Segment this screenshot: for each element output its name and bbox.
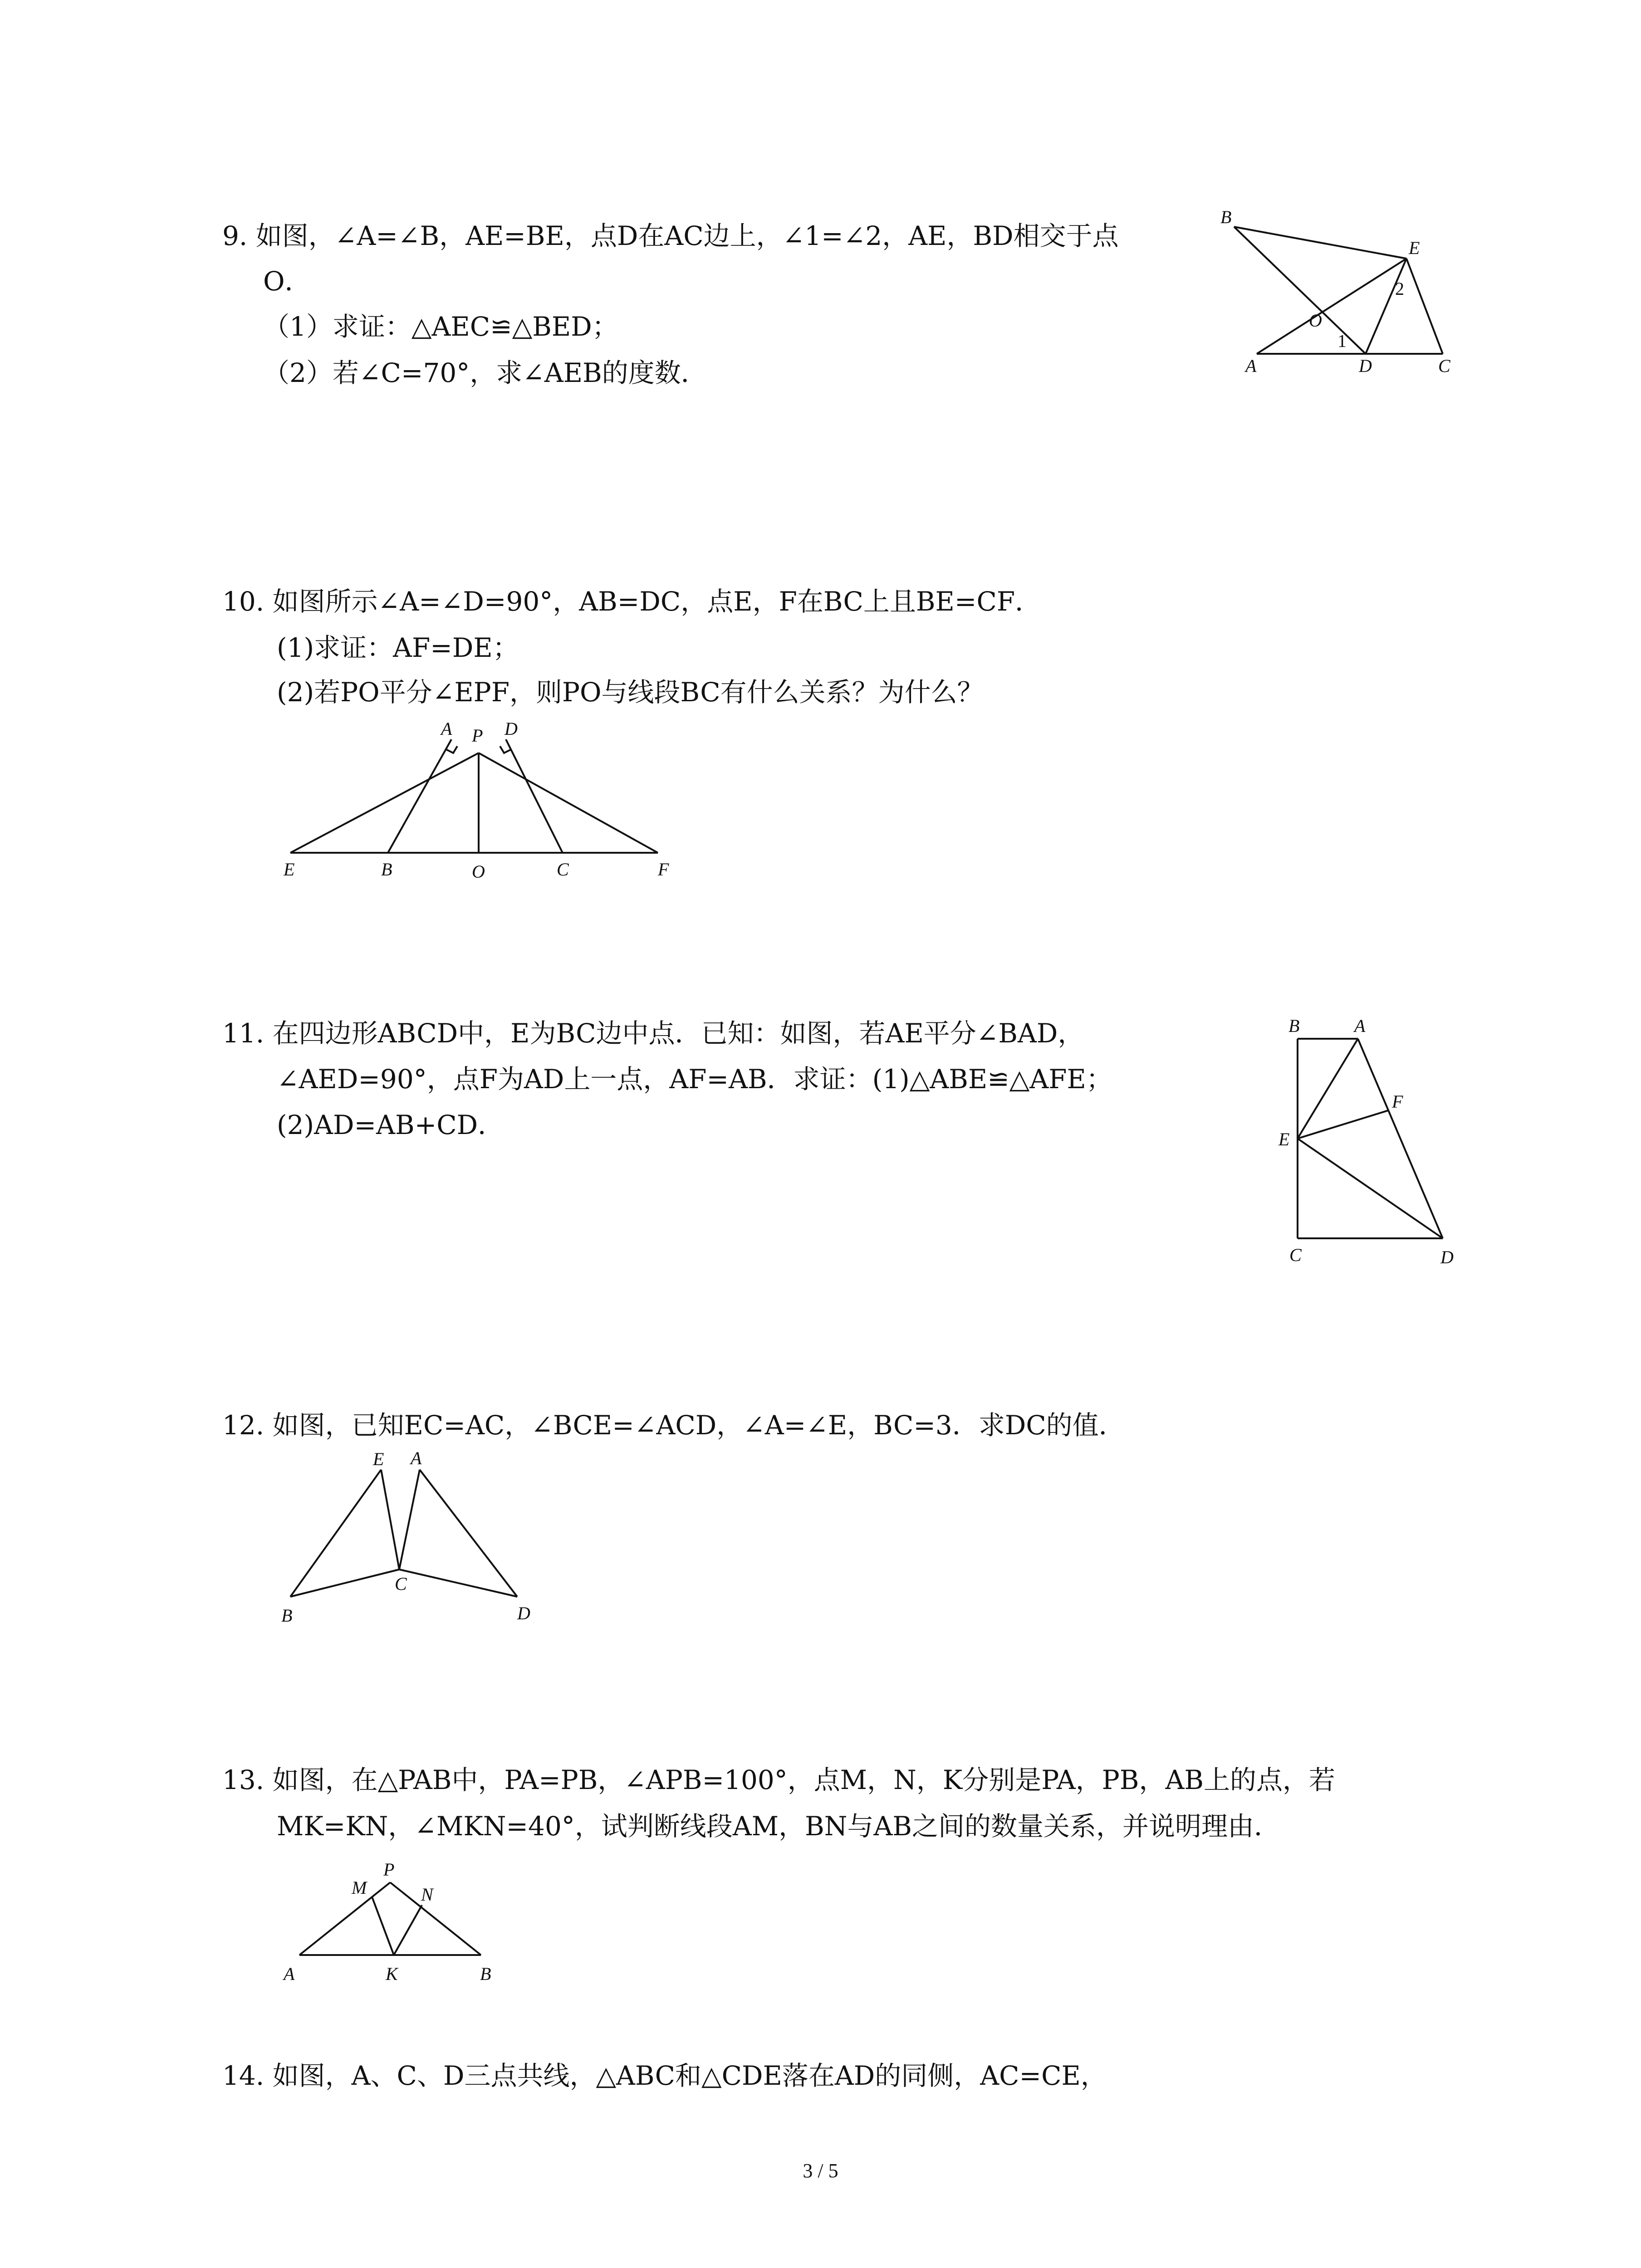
- q11-figure: [1261, 1012, 1479, 1270]
- q11-line-1: 11. 在四边形ABCD中，E为BC边中点．已知：如图，若AE平分∠BAD，: [222, 1018, 1084, 1049]
- q12-label-D: D: [517, 1603, 530, 1623]
- q10-label-P: P: [472, 725, 483, 746]
- q11-label-D: D: [1440, 1247, 1454, 1267]
- q9-line-1: 9. 如图，∠A=∠B，AE=BE，点D在AC边上，∠1=∠2，AE，BD相交于点: [222, 220, 1119, 251]
- q13-line-1: 13. 如图，在△PAB中，PA=PB，∠APB=100°，点M，N，K分别是PA，PB，AB上的点，若: [222, 1765, 1335, 1795]
- q10-label-C: C: [557, 859, 569, 880]
- q12-figure: [272, 1442, 554, 1628]
- q9-line-2: O．: [263, 266, 311, 297]
- q11-label-E: E: [1279, 1129, 1290, 1149]
- q12-label-C: C: [395, 1574, 407, 1594]
- q10-label-E: E: [284, 859, 295, 880]
- q10-line-2: (1)求证：AF=DE；: [277, 632, 519, 663]
- q9-label-E: E: [1409, 238, 1420, 258]
- q13-label-P: P: [383, 1859, 395, 1880]
- q11-label-B: B: [1288, 1016, 1300, 1036]
- q11-label-F: F: [1392, 1091, 1403, 1112]
- q13-line-2: MK=KN，∠MKN=40°，试判断线段AM，BN与AB之间的数量关系，并说明理由．: [277, 1811, 1281, 1842]
- q13-label-B: B: [480, 1964, 491, 1984]
- q10-line-1: 10. 如图所示∠A=∠D=90°，AB=DC，点E，F在BC上且BE=CF．: [222, 586, 1042, 617]
- q14-line-1: 14. 如图，A、C、D三点共线，△ABC和△CDE落在AD的同侧，AC=CE，: [222, 2060, 1107, 2091]
- q13-label-N: N: [421, 1884, 433, 1905]
- q10-label-B: B: [381, 859, 392, 880]
- q10-figure: [272, 717, 690, 885]
- q9-label-A: A: [1245, 356, 1257, 376]
- q9-line-3: （1）求证：△AEC≌△BED；: [263, 311, 618, 342]
- q9-label-B: B: [1220, 207, 1232, 227]
- q9-label-D: D: [1359, 356, 1372, 376]
- q13-label-A: A: [284, 1964, 295, 1984]
- q12-label-B: B: [281, 1605, 293, 1626]
- q9-figure: [1216, 200, 1470, 381]
- q10-label-O: O: [472, 861, 485, 882]
- q9-line-4: （2）若∠C=70°，求∠AEB的度数．: [263, 357, 707, 388]
- q9-label-C: C: [1438, 356, 1450, 376]
- q13-label-M: M: [352, 1877, 367, 1898]
- q13-label-K: K: [386, 1964, 398, 1984]
- q10-label-D: D: [505, 719, 518, 739]
- q11-line-3: (2)AD=AB+CD．: [277, 1110, 505, 1140]
- page-number: 3 / 5: [803, 2160, 838, 2182]
- q9-label-2: 2: [1395, 279, 1404, 299]
- q11-label-C: C: [1289, 1245, 1302, 1265]
- q11-label-A: A: [1354, 1016, 1366, 1036]
- q9-label-1: 1: [1337, 331, 1347, 351]
- q10-label-A: A: [441, 719, 452, 739]
- q12-label-A: A: [411, 1448, 422, 1468]
- q9-label-O: O: [1309, 310, 1322, 331]
- q10-line-3: (2)若PO平分∠EPF，则PO与线段BC有什么关系？为什么？: [277, 677, 984, 708]
- q11-line-2: ∠AED=90°，点F为AD上一点，AF=AB．求证：(1)△ABE≌△AFE；: [277, 1064, 1112, 1095]
- q10-label-F: F: [658, 859, 669, 880]
- q12-line-1: 12. 如图，已知EC=AC，∠BCE=∠ACD，∠A=∠E，BC=3．求DC的值．: [222, 1410, 1125, 1441]
- q13-figure: [272, 1846, 508, 1991]
- q12-label-E: E: [373, 1449, 384, 1469]
